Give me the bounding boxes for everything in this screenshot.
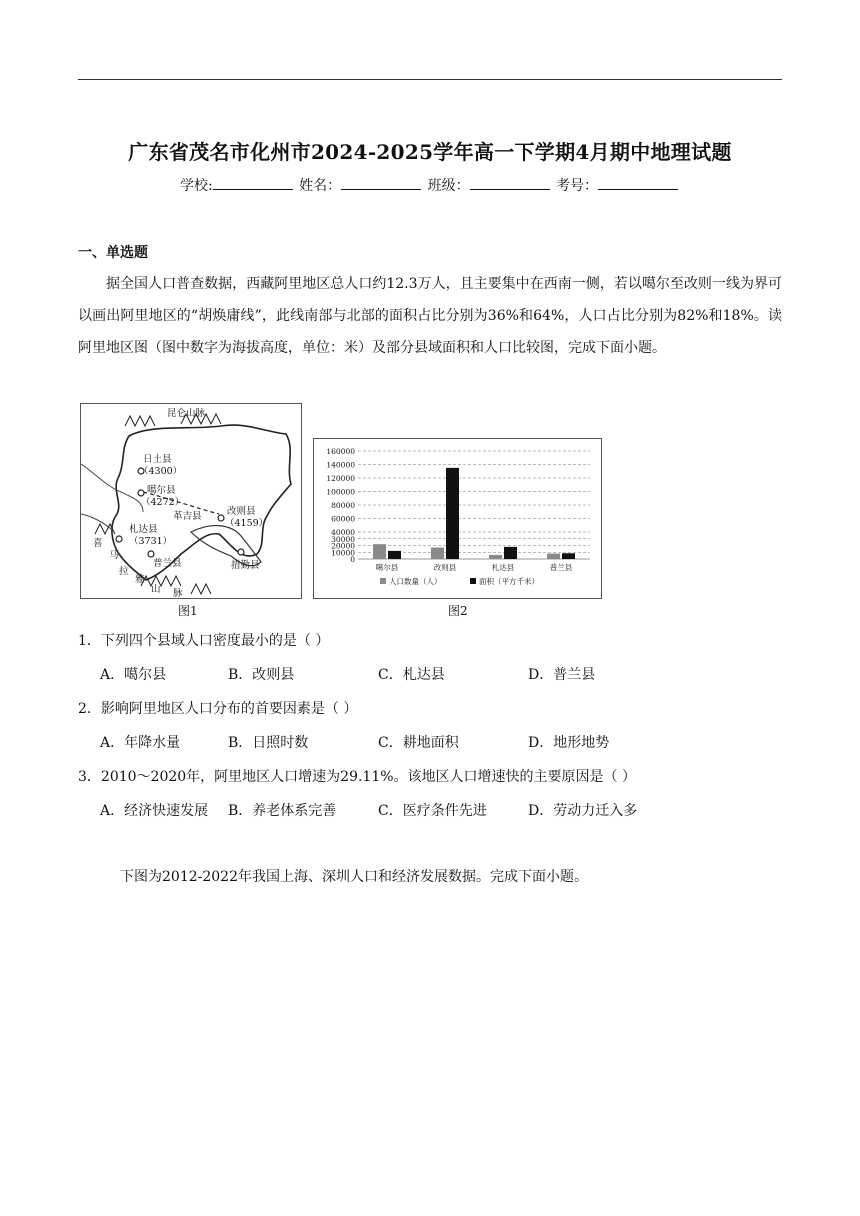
- x-tick-label: 札达县: [491, 563, 515, 572]
- x-tick-label: 噶尔县: [375, 563, 399, 572]
- himalaya-char: 马: [109, 550, 119, 561]
- y-tick-label: 80000: [331, 501, 355, 510]
- gaize-label: 改则县: [227, 506, 256, 517]
- x-tick-label: 普兰县: [549, 563, 573, 572]
- legend-swatch: [380, 578, 386, 584]
- ritu-altitude: （4300）: [139, 466, 183, 477]
- y-tick-label: 160000: [326, 447, 355, 456]
- exam-no-blank[interactable]: [598, 176, 678, 190]
- kunlun-label: 昆仑山脉: [167, 408, 206, 419]
- q3-option-b[interactable]: B．养老体系完善: [228, 803, 337, 819]
- pulan-label: 普兰县: [153, 558, 182, 569]
- x-tick-label: 改则县: [433, 563, 457, 572]
- legend-label: 人口数量（人）: [389, 577, 442, 586]
- ali-map: [81, 404, 301, 598]
- river-line: [81, 464, 143, 512]
- class-label: 班级：: [427, 178, 470, 194]
- geji-label: 革吉县: [173, 511, 202, 522]
- q2-option-d[interactable]: D．地形地势: [528, 735, 610, 751]
- q1-option-b[interactable]: B．改则县: [228, 667, 295, 683]
- gaer-dot: [138, 490, 144, 496]
- bar-area: [388, 551, 401, 559]
- school-blank[interactable]: [213, 176, 293, 190]
- q1-option-c[interactable]: C．札达县: [378, 667, 445, 683]
- y-tick-label: 0: [350, 555, 355, 564]
- figure-1-caption: 图1: [178, 604, 198, 618]
- pulan-dot: [148, 551, 154, 557]
- q1-option-d[interactable]: D．普兰县: [528, 667, 596, 683]
- header-rule: [78, 79, 782, 80]
- himalaya-char: 拉: [119, 566, 129, 577]
- county-chart-figure: [313, 438, 602, 599]
- question-2-stem: 2．影响阿里地区人口分布的首要因素是（ ）: [78, 701, 358, 717]
- zhada-dot: [116, 536, 122, 542]
- cuoqin-dot: [238, 549, 244, 555]
- ali-map-figure: [80, 403, 302, 599]
- bar-population: [373, 544, 386, 559]
- y-tick-label: 120000: [326, 474, 355, 483]
- bar-population: [547, 554, 560, 559]
- himalaya-char: 山: [151, 584, 161, 595]
- himalaya-char: 脉: [173, 588, 183, 598]
- bar-area: [446, 468, 459, 559]
- cuoqin-label: 措勤县: [231, 560, 260, 571]
- bar-population: [431, 548, 444, 559]
- gaize-dot: [218, 515, 224, 521]
- gaer-label: 噶尔县: [147, 485, 176, 496]
- bar-area: [504, 547, 517, 559]
- q3-option-a[interactable]: A．经济快速发展: [100, 803, 209, 819]
- y-tick-label: 20000: [331, 541, 355, 551]
- page-title: 广东省茂名市化州市2024-2025学年高一下学期4月期中地理试题: [128, 140, 732, 164]
- zhada-altitude: （3731）: [129, 536, 173, 547]
- q3-option-c[interactable]: C．医疗条件先进: [378, 803, 487, 819]
- y-tick-label: 140000: [326, 460, 355, 470]
- passage-text: 据全国人口普查数据，西藏阿里地区总人口约12.3万人，且主要集中在西南一侧，若以噶尔至改则一线为界可以画出阿里地区的“胡焕庸线”，此线南部与北部的面积占比分别为36%和64%，人口占比分别为82%和18%。读阿里地区图（图中数字为海拔高度，单位：米）及部分县域面积和人口比较图，完成下面小题。: [78, 276, 782, 356]
- q2-option-c[interactable]: C．耕地面积: [378, 735, 459, 751]
- q2-option-a[interactable]: A．年降水量: [100, 735, 181, 751]
- figure-2-caption: 图2: [448, 604, 468, 618]
- section-heading: 一、单选题: [78, 245, 148, 261]
- zhada-label: 札达县: [129, 524, 158, 535]
- name-blank[interactable]: [341, 176, 421, 190]
- river-line: [81, 514, 111, 529]
- gaize-altitude: （4159）: [225, 518, 269, 529]
- school-label: 学校:: [179, 178, 213, 194]
- q3-option-d[interactable]: D．劳动力迁入多: [528, 803, 638, 819]
- student-info-line: [0, 175, 860, 195]
- himalaya-char: 喜: [93, 538, 103, 549]
- y-tick-label: 30000: [331, 534, 355, 544]
- bar-population: [489, 555, 502, 559]
- legend-swatch: [470, 578, 476, 584]
- gaer-altitude: （4272）: [141, 497, 185, 508]
- name-label: 姓名：: [299, 178, 342, 194]
- exam-no-label: 考号：: [556, 178, 599, 194]
- ritu-label: 日土县: [143, 454, 172, 465]
- question-3-stem: 3．2010～2020年，阿里地区人口增速为29.11%。该地区人口增速快的主要原因是（ ）: [78, 769, 636, 785]
- himalaya-char: 雅: [135, 574, 145, 585]
- y-tick-label: 10000: [331, 548, 355, 558]
- question-1-stem: 1．下列四个县域人口密度最小的是（ ）: [78, 633, 330, 649]
- q2-option-b[interactable]: B．日照时数: [228, 735, 309, 751]
- q1-option-a[interactable]: A．噶尔县: [100, 667, 167, 683]
- bar-area: [562, 553, 575, 559]
- class-blank[interactable]: [470, 176, 550, 190]
- y-tick-label: 60000: [331, 514, 355, 524]
- y-tick-label: 100000: [326, 487, 355, 497]
- y-tick-label: 40000: [331, 528, 355, 537]
- next-group-intro: 下图为2012-2022年我国上海、深圳人口和经济发展数据。完成下面小题。: [120, 869, 588, 885]
- legend-label: 面积（平方千米）: [479, 577, 539, 586]
- county-bar-chart: [314, 439, 601, 598]
